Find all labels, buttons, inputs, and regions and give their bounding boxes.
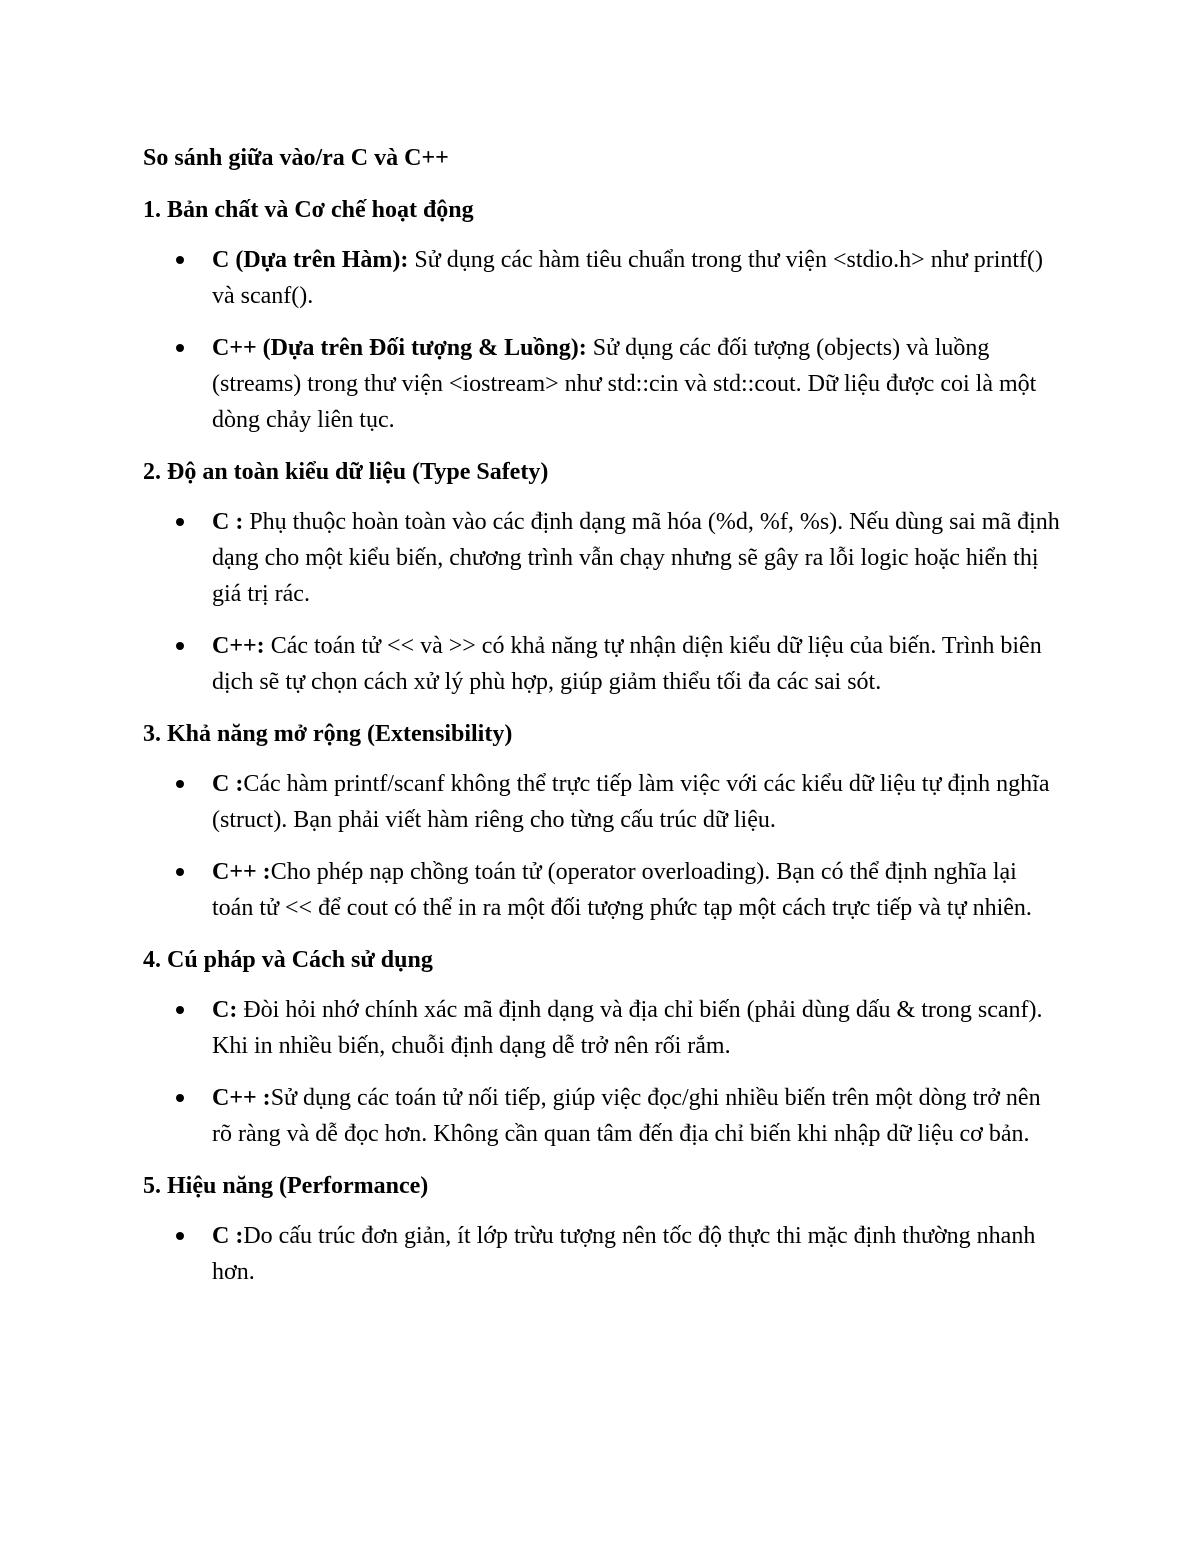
bullet-icon: [176, 868, 184, 876]
section-3-list: [143, 766, 1063, 926]
item-text: Cho phép nạp chồng toán tử (operator overloading). Bạn có thể định nghĩa lại toán tử << để cout có thể in ra một đối tượng phức tạp một cách trực tiếp và tự nhiên.: [212, 859, 1032, 921]
bullet-icon: [176, 1006, 184, 1014]
section-1-list: [143, 242, 1063, 438]
item-label: C :: [212, 509, 244, 535]
item-label: C++:: [212, 633, 265, 659]
section-heading-5: 5. Hiệu năng (Performance): [143, 1173, 429, 1199]
bullet-icon: [176, 780, 184, 788]
section-heading-4: 4. Cú pháp và Cách sử dụng: [143, 947, 433, 973]
list-item: [143, 854, 1062, 926]
list-item: [143, 330, 1062, 438]
bullet-icon: [176, 256, 184, 264]
item-label: C :: [212, 771, 244, 797]
item-label: C++ (Dựa trên Đối tượng & Luồng):: [212, 335, 587, 361]
item-text: Các hàm printf/scanf không thể trực tiếp làm việc với các kiểu dữ liệu tự định nghĩa (struct). Bạn phải viết hàm riêng cho từng cấu trúc dữ liệu.: [212, 771, 1050, 833]
item-label: C:: [212, 997, 238, 1023]
item-text: Các toán tử << và >> có khả năng tự nhận diện kiểu dữ liệu của biến. Trình biên dịch sẽ tự chọn cách xử lý phù hợp, giúp giảm thiểu tối đa các sai sót.: [212, 633, 1042, 695]
item-label: C :: [212, 1223, 244, 1249]
document-title: So sánh giữa vào/ra C và C++: [143, 145, 449, 171]
bullet-icon: [176, 1232, 184, 1240]
item-text: Phụ thuộc hoàn toàn vào các định dạng mã hóa (%d, %f, %s). Nếu dùng sai mã định dạng cho một kiểu biến, chương trình vẫn chạy nhưng sẽ gây ra lỗi logic hoặc hiển thị giá trị rác.: [212, 509, 1060, 607]
section-heading-2: 2. Độ an toàn kiểu dữ liệu (Type Safety): [143, 459, 549, 485]
item-label: C++ :: [212, 1085, 271, 1111]
section-4-list: [143, 992, 1063, 1152]
item-label: C (Dựa trên Hàm):: [212, 247, 409, 273]
list-item: [143, 628, 1062, 700]
item-label: C++ :: [212, 859, 271, 885]
list-item: [143, 1218, 1062, 1290]
item-text: Sử dụng các đối tượng (objects) và luồng (streams) trong thư viện <iostream> như std::cin và std::cout. Dữ liệu được coi là một dòng chảy liên tục.: [212, 335, 1037, 433]
list-item: [143, 1080, 1062, 1152]
bullet-icon: [176, 518, 184, 526]
section-heading-1: 1. Bản chất và Cơ chế hoạt động: [143, 197, 474, 223]
section-2-list: [143, 504, 1063, 700]
list-item: [143, 242, 1062, 314]
section-heading-3: 3. Khả năng mở rộng (Extensibility): [143, 721, 513, 747]
section-5-list: [143, 1218, 1063, 1290]
item-text: Sử dụng các toán tử nối tiếp, giúp việc đọc/ghi nhiều biến trên một dòng trở nên rõ ràng và dễ đọc hơn. Không cần quan tâm đến địa chỉ biến khi nhập dữ liệu cơ bản.: [212, 1085, 1041, 1147]
list-item: [143, 766, 1062, 838]
item-text: Do cấu trúc đơn giản, ít lớp trừu tượng nên tốc độ thực thi mặc định thường nhanh hơn.: [212, 1223, 1036, 1285]
list-item: [143, 992, 1062, 1064]
list-item: [143, 504, 1062, 612]
bullet-icon: [176, 642, 184, 650]
item-text: Sử dụng các hàm tiêu chuẩn trong thư viện <stdio.h> như printf() và scanf().: [212, 247, 1043, 309]
item-text: Đòi hỏi nhớ chính xác mã định dạng và địa chỉ biến (phải dùng dấu & trong scanf). Khi in nhiều biến, chuỗi định dạng dễ trở nên rối rắm.: [212, 997, 1043, 1059]
bullet-icon: [176, 344, 184, 352]
document-content: [143, 140, 1063, 1306]
bullet-icon: [176, 1094, 184, 1102]
